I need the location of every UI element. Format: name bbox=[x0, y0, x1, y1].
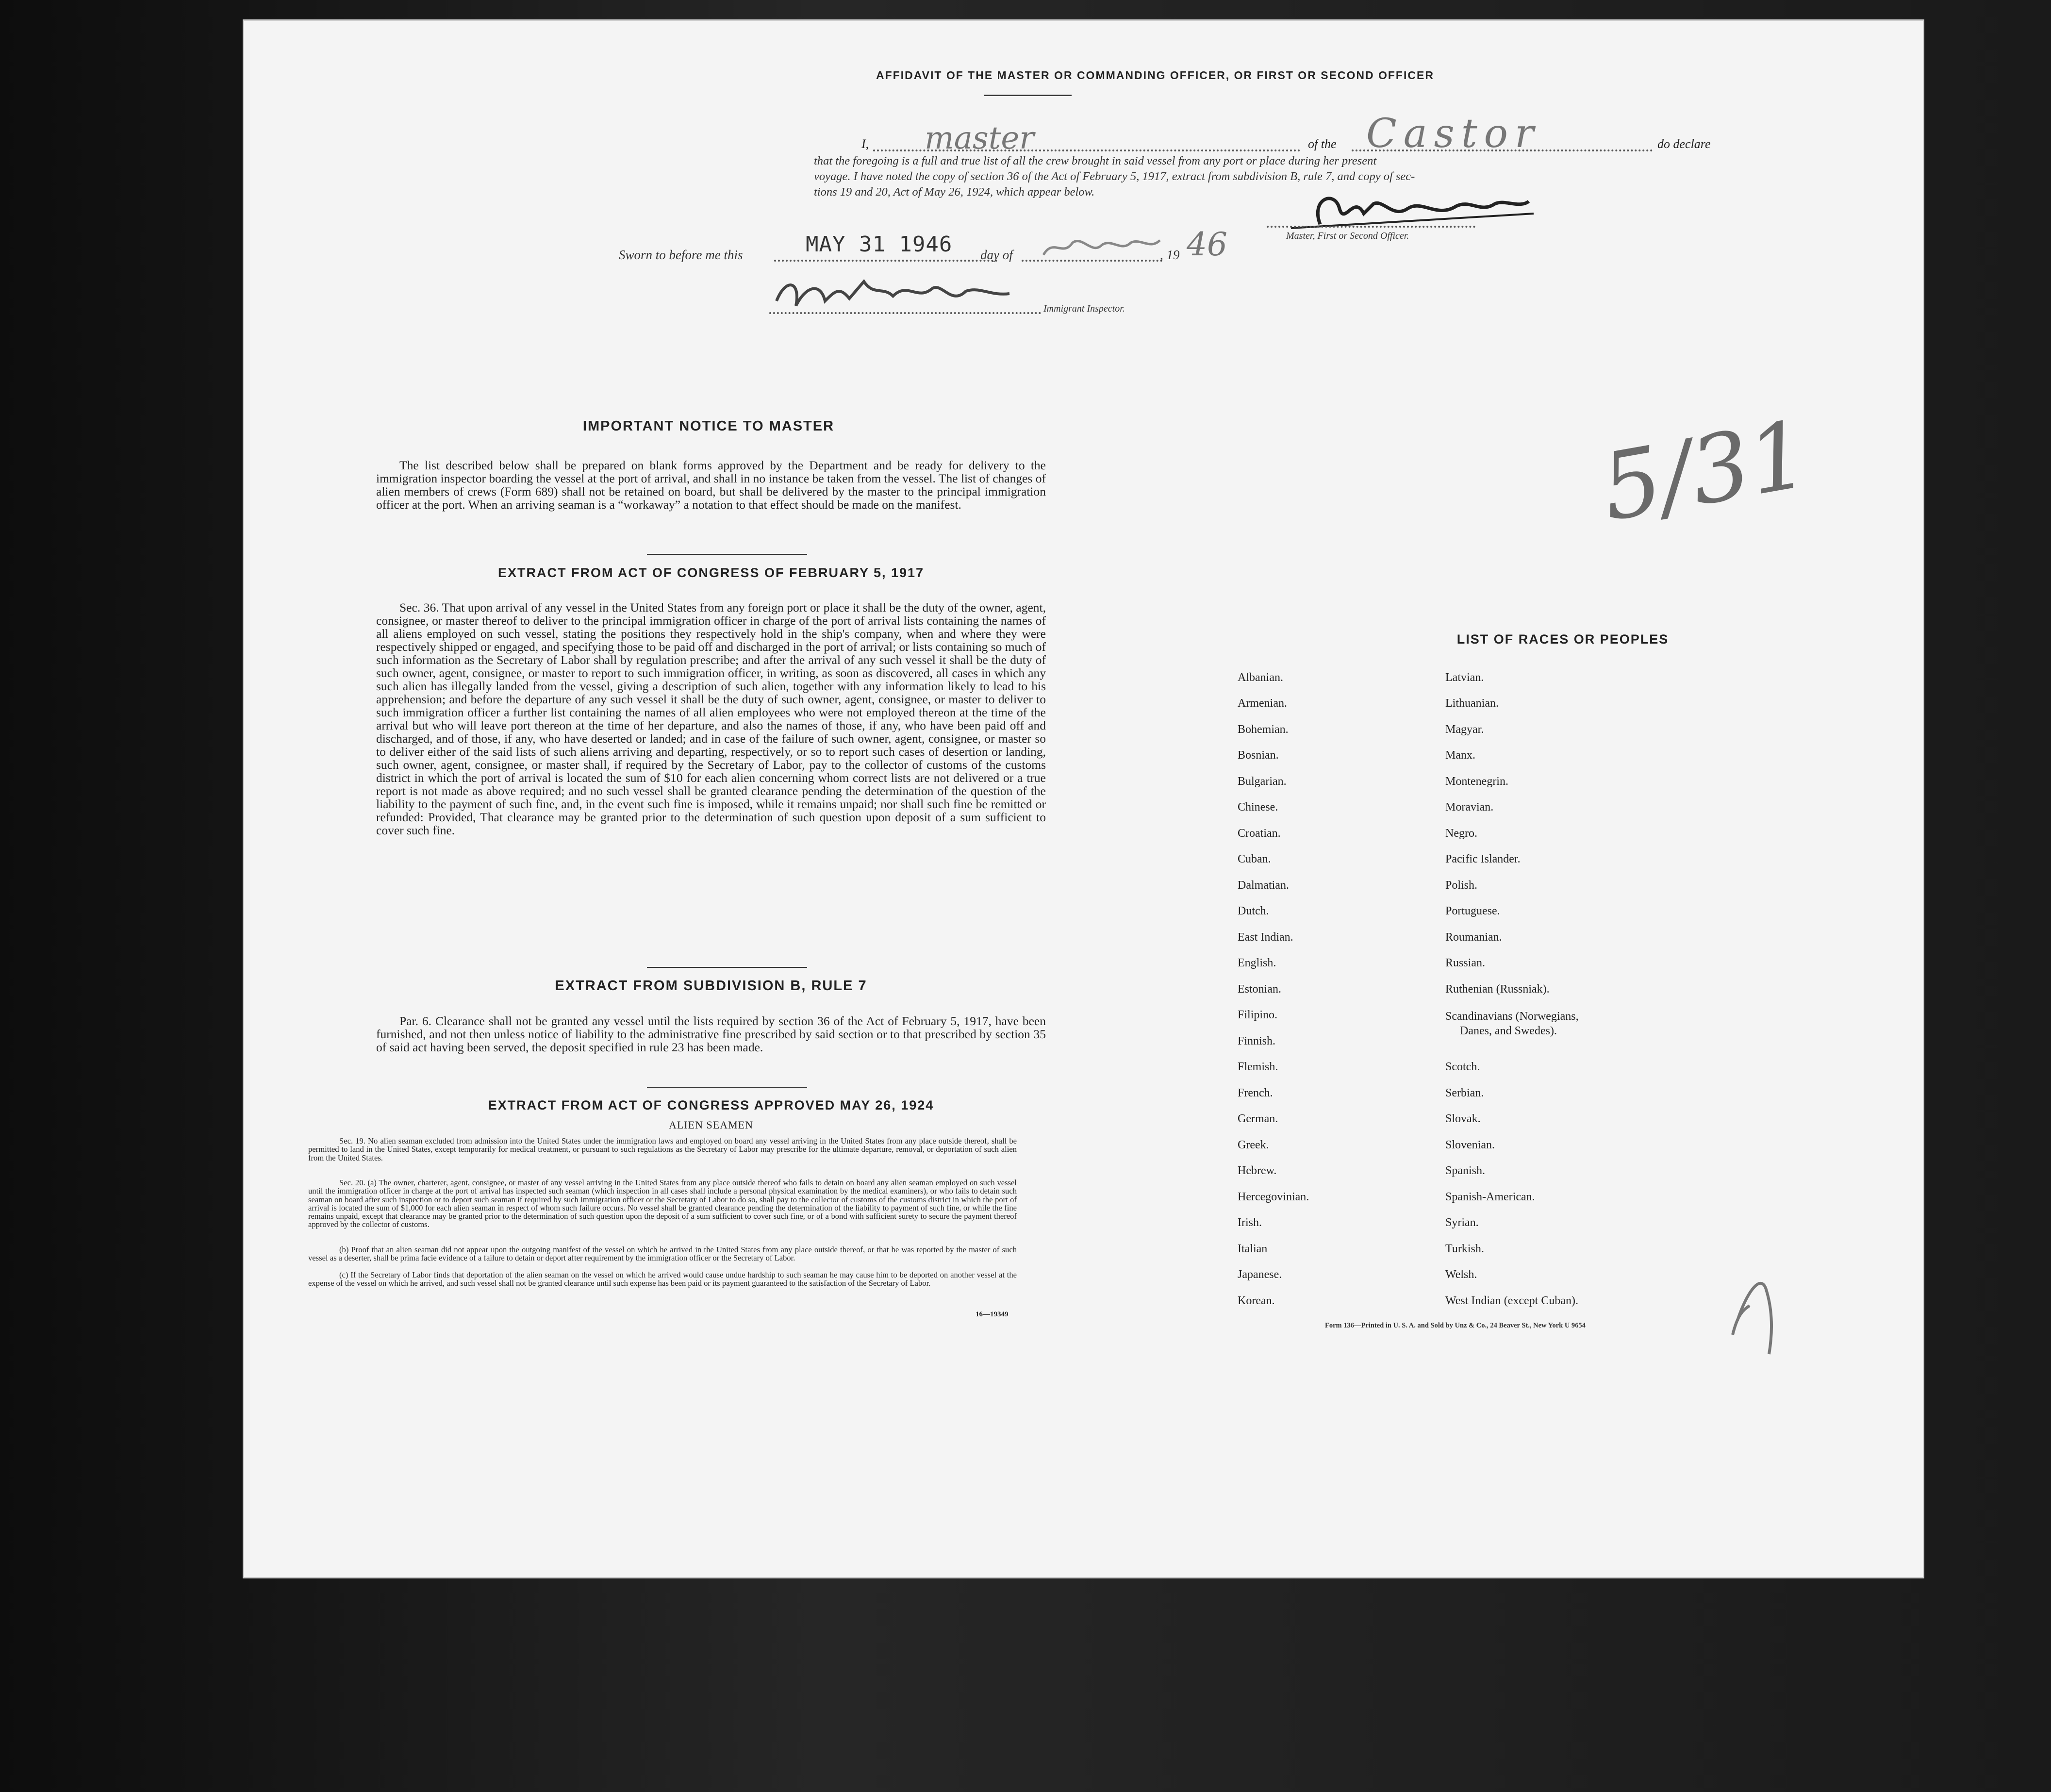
race-item: Bohemian. bbox=[1238, 723, 1289, 736]
document-page bbox=[243, 19, 1924, 1578]
race-item: Danes, and Swedes). bbox=[1460, 1025, 1557, 1037]
race-item: Slovenian. bbox=[1445, 1139, 1495, 1151]
race-item: Irish. bbox=[1238, 1216, 1262, 1229]
race-item: Magyar. bbox=[1445, 723, 1484, 736]
subdivision-b-text bbox=[376, 1014, 1046, 1054]
race-item: Filipino. bbox=[1238, 1009, 1278, 1021]
race-item: Polish. bbox=[1445, 879, 1478, 892]
race-item: German. bbox=[1238, 1112, 1278, 1125]
notice-text bbox=[376, 459, 1046, 511]
races-left-column bbox=[1238, 671, 1412, 1351]
race-item: Spanish-American. bbox=[1445, 1191, 1535, 1203]
extract-1924-sec19 bbox=[308, 1137, 1017, 1162]
sworn-prefix: Sworn to before me this bbox=[619, 248, 743, 262]
races-right-column bbox=[1445, 671, 1688, 1351]
extract-1924-sec20b bbox=[308, 1245, 1017, 1262]
race-item: Italian bbox=[1238, 1243, 1268, 1255]
notice-text-body: The list described below shall be prepared on blank forms approved by the Department and be ready for delivery to the immigration inspector boarding the vessel at the port of arrival, and shall in no instance be taken from the vessel. The list of changes of alien members of crews (Form 689) shall not be retained on board, but shall be delivered by the master to the principal immigration officer at the port. When an arriving seaman is a “workaway” a notation to that effect should be made on the manifest. bbox=[376, 458, 1046, 512]
races-title: LIST OF RACES OR PEOPLES bbox=[1456, 632, 1669, 647]
printer-footer: Form 136—Printed in U. S. A. and Sold by Unz & Co., 24 Beaver St., New York U 9654 bbox=[1325, 1322, 1586, 1329]
race-item: Albanian. bbox=[1238, 671, 1283, 684]
extract-1924-sec20c bbox=[308, 1271, 1017, 1288]
race-item: Serbian. bbox=[1445, 1087, 1484, 1099]
race-item: Russian. bbox=[1445, 957, 1486, 969]
race-item: Hercegovinian. bbox=[1238, 1191, 1309, 1203]
margin-pencil-mark bbox=[1728, 1262, 1786, 1359]
race-item: Hebrew. bbox=[1238, 1164, 1277, 1177]
race-item: Dutch. bbox=[1238, 905, 1269, 917]
extract-1924-subtitle: ALIEN SEAMEN bbox=[669, 1119, 753, 1131]
race-item: English. bbox=[1238, 957, 1276, 969]
race-item: Bosnian. bbox=[1238, 749, 1279, 762]
race-item: Roumanian. bbox=[1445, 931, 1502, 944]
affidavit-body-line: that the foregoing is a full and true list of all the crew brought in said vessel from any port or place during her present bbox=[814, 154, 1377, 167]
master-signature bbox=[1262, 180, 1543, 238]
race-item: Croatian. bbox=[1238, 827, 1281, 840]
extract-1924-title: EXTRACT FROM ACT OF CONGRESS APPROVED MAY 26, 1924 bbox=[488, 1098, 934, 1112]
sworn-year-prefix: , 19 bbox=[1160, 248, 1180, 262]
sworn-day-of-label: day of bbox=[980, 248, 1013, 262]
master-caption: Master, First or Second Officer. bbox=[1286, 231, 1409, 241]
sec20b-body: (b) Proof that an alien seaman did not appear upon the outgoing manifest of the vessel on which he arrived in the United States from any place outside thereof, or that he was reported by the master of such vessel as a deserter, shall be prima facie evidence of a failure to detain or deport after requirement by the immigration officer or the Secretary of Labor. bbox=[308, 1245, 1017, 1263]
sec20c-body: (c) If the Secretary of Labor finds that deportation of the alien seaman on the vessel on which he arrived would cause undue hardship to such seaman he may cause him to be deported on another vessel at the expense of the vessel on which he arrived, and such vessel shall not be granted clearance until such expense has been paid or its payment guaranteed to the satisfaction of the Secretary of Labor. bbox=[308, 1270, 1017, 1288]
race-item: Japanese. bbox=[1238, 1268, 1282, 1281]
race-item: Lithuanian. bbox=[1445, 697, 1499, 710]
affidavit-line1 bbox=[861, 111, 1735, 157]
race-item: Syrian. bbox=[1445, 1216, 1479, 1229]
race-item: Negro. bbox=[1445, 827, 1477, 840]
race-item: Manx. bbox=[1445, 749, 1475, 762]
sworn-day-line bbox=[774, 260, 997, 262]
affidavit-i-label: I, bbox=[861, 137, 869, 151]
race-item: Korean. bbox=[1238, 1294, 1275, 1307]
vessel-name-handwriting: Castor bbox=[1366, 111, 1541, 157]
race-item: Spanish. bbox=[1445, 1164, 1486, 1177]
master-name-handwriting: master bbox=[925, 120, 1034, 156]
race-item: Estonian. bbox=[1238, 983, 1281, 996]
race-item: Moravian. bbox=[1445, 801, 1494, 813]
race-item: East Indian. bbox=[1238, 931, 1293, 944]
notice-title: IMPORTANT NOTICE TO MASTER bbox=[582, 418, 835, 434]
race-item: Dalmatian. bbox=[1238, 879, 1289, 892]
master-signature-line bbox=[1267, 226, 1475, 228]
inspector-signature-line bbox=[769, 312, 1041, 314]
race-item: Chinese. bbox=[1238, 801, 1278, 813]
race-item: Slovak. bbox=[1445, 1112, 1481, 1125]
affidavit-body-line: tions 19 and 20, Act of May 26, 1924, which appear below. bbox=[814, 185, 1095, 199]
subdivision-b-title: EXTRACT FROM SUBDIVISION B, RULE 7 bbox=[555, 978, 867, 994]
divider bbox=[647, 1087, 807, 1088]
affidavit-body-line: voyage. I have noted the copy of section 36 of the Act of February 5, 1917, extract from subdivision B, rule 7, and copy of sec- bbox=[814, 170, 1415, 183]
race-item: West Indian (except Cuban). bbox=[1445, 1294, 1578, 1307]
race-item: Bulgarian. bbox=[1238, 775, 1287, 788]
race-item: Finnish. bbox=[1238, 1035, 1276, 1047]
sworn-month-handwriting bbox=[1039, 233, 1165, 262]
race-item: Pacific Islander. bbox=[1445, 853, 1521, 865]
race-item: Armenian. bbox=[1238, 697, 1287, 710]
race-item: Welsh. bbox=[1445, 1268, 1477, 1281]
affidavit-declare-label: do declare bbox=[1657, 137, 1711, 151]
divider bbox=[647, 967, 807, 968]
race-item: Greek. bbox=[1238, 1139, 1269, 1151]
race-item: Cuban. bbox=[1238, 853, 1271, 865]
divider bbox=[984, 95, 1072, 96]
sec19-body: Sec. 19. No alien seaman excluded from admission into the United States under the immigration laws and employed on board any vessel arriving in the United States from any place outside thereof, shall be permitted to land in the United States, except temporarily for medical treatment, or pursuant to such regulations as the Secretary of Labor may prescribe for the ultimate departure, removal, or deportation of such alien from the United States. bbox=[308, 1136, 1017, 1162]
race-item: Scandinavians (Norwegians, bbox=[1445, 1010, 1579, 1023]
race-item: Scotch. bbox=[1445, 1061, 1480, 1073]
inspector-caption: Immigrant Inspector. bbox=[1043, 303, 1125, 314]
race-item: Ruthenian (Russniak). bbox=[1445, 983, 1550, 996]
extract-1924-sec20a bbox=[308, 1178, 1017, 1229]
extract-1917-text bbox=[376, 601, 1046, 837]
sec20a-body: Sec. 20. (a) The owner, charterer, agent, consignee, or master of any vessel arriving in the United States from any place outside thereof who fails to detain on board any alien seaman employed on such vessel until the immigration officer in charge at the port of arrival has inspected such seaman (which inspection in all cases shall include a personal physical examination by the medical examiners), or who fails to detain such seaman on board after such inspection or to deport such seaman if required by such immigration officer or the Secretary of Labor to do so, shall pay to the collector of customs of the customs district in which the port of arrival is located the sum of $1,000 for each alien seaman in respect of whom such failure occurs. No vessel shall be granted clearance pending the determination of the liability to payment of such fine, or while the fine remains unpaid, except that clearance may be granted prior to the determination of such question upon the deposit of a sum sufficient to cover such fine, or of a bond with sufficient surety to secure the payment thereof approved by the collector of customs. bbox=[308, 1178, 1017, 1229]
affidavit-title: AFFIDAVIT OF THE MASTER OR COMMANDING OFFICER, OR FIRST OR SECOND OFFICER bbox=[876, 69, 1434, 82]
race-item: Montenegrin. bbox=[1445, 775, 1508, 788]
affidavit-of-the-label: of the bbox=[1308, 137, 1337, 151]
sworn-date-stamp: MAY 31 1946 bbox=[806, 232, 953, 257]
race-item: Turkish. bbox=[1445, 1243, 1484, 1255]
extract-1917-body: Sec. 36. That upon arrival of any vessel in the United States from any foreign port or place it shall be the duty of the owner, agent, consignee, or master thereof to deliver to the principal immigration officer in charge of the port of arrival lists containing the names of all aliens employed on such vessel, stating the positions they respectively hold in the ship's company, when and where they were respectively shipped or engaged, and specifying those to be paid off and discharged in the port of arrival; or lists containing so much of such information as the Secretary of Labor shall by regulation prescribe; and after the arrival of any such vessel it shall be the duty of such owner, agent, consignee, or master to report to such immigration officer, in writing, as soon as discovered, all cases in which any such alien has illegally landed from the vessel, giving a description of such alien, together with any information likely to lead to his apprehension; and before the departure of any such vessel it shall be the duty of such owner, agent, consignee, or master to deliver to such immigration officer a further list containing the names of all alien employees who were not employed thereon at the time of the arrival but who will leave port thereon at the time of her departure, and also the names of those, if any, who have been paid off and discharged, and of those, if any, who have deserted or landed; and in case of the failure of such owner, agent, consignee, or master so to deliver either of the said lists of such aliens arriving and departing, respectively, or so to report such cases of desertion or landing, such owner, agent, consignee, or master shall, if required by the Secretary of Labor, pay to the collector of customs of the customs district in which the port of arrival is located the sum of $10 for each alien concerning whom correct lists are not delivered or a true report is not made as above required; and no such vessel shall be granted clearance pending the determination of the question of the liability to the payment of such fine, and, in the event such fine is imposed, while it remains unpaid; nor shall such fine be remitted or refunded: Provided, That clearance may be granted prior to the determination of such question upon deposit of a sum sufficient to cover such fine. bbox=[376, 600, 1046, 837]
margin-pencil-note: 5/31 bbox=[1594, 400, 1817, 542]
race-item: French. bbox=[1238, 1087, 1273, 1099]
sworn-year-handwriting: 46 bbox=[1187, 226, 1227, 263]
divider bbox=[647, 554, 807, 555]
form-code: 16—19349 bbox=[976, 1311, 1009, 1318]
subdivision-b-body: Par. 6. Clearance shall not be granted any vessel until the lists required by section 36 of the Act of February 5, 1917, have been furnished, and not then unless notice of liability to the administrative fine prescribed by said section or to that prescribed by section 35 of said act having been served, the deposit specified in rule 23 has been made. bbox=[376, 1014, 1046, 1054]
race-item: Latvian. bbox=[1445, 671, 1484, 684]
race-item: Portuguese. bbox=[1445, 905, 1500, 917]
extract-1917-title: EXTRACT FROM ACT OF CONGRESS OF FEBRUARY 5, 1917 bbox=[497, 565, 925, 580]
race-item: Flemish. bbox=[1238, 1061, 1278, 1073]
